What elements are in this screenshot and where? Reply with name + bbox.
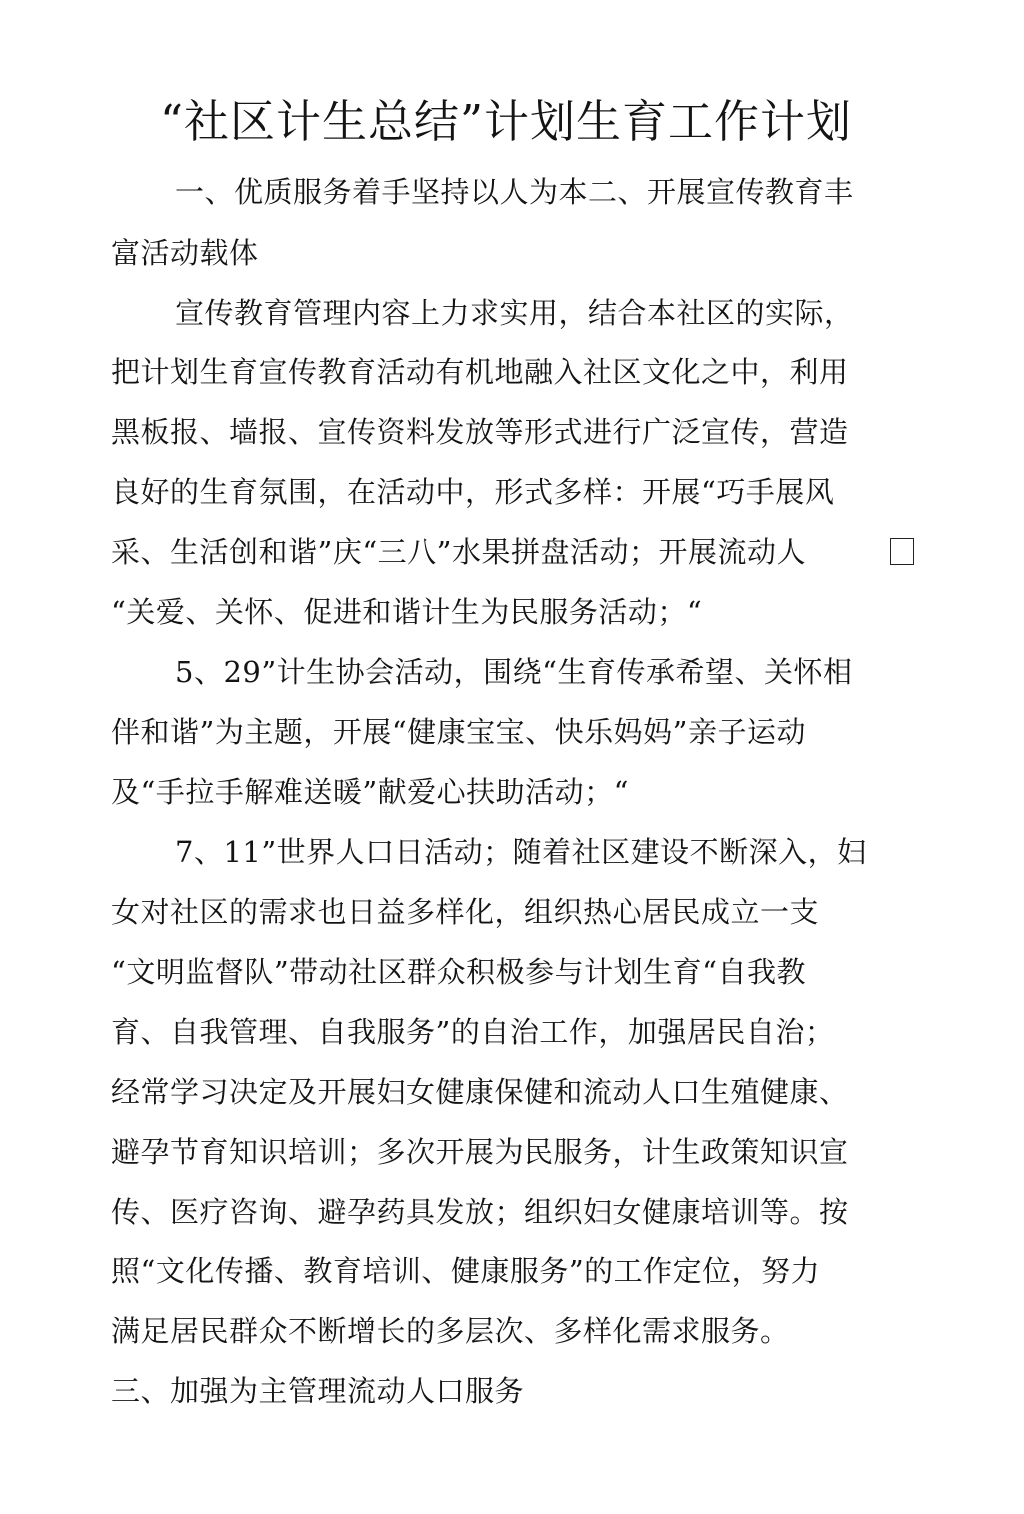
text-line: 育、自我管理、自我服务”的自治工作，加强居民自治； xyxy=(111,1015,835,1049)
text-line: 避孕节育知识培训；多次开展为民服务，计生政策知识宣 xyxy=(111,1135,849,1169)
text-line: 传、医疗咨询、避孕药具发放；组织妇女健康培训等。按 xyxy=(111,1195,849,1229)
text-line: 经常学习决定及开展妇女健康保健和流动人口生殖健康、 xyxy=(111,1075,849,1109)
text-line: 及“手拉手解难送暖”献爱心扶助活动；“ xyxy=(111,775,629,809)
section-heading: 三、加强为主管理流动人口服务 xyxy=(111,1374,525,1408)
text-line: 5、29”计生协会活动，围绕“生育传承希望、关怀相 xyxy=(175,655,853,689)
text-line: 把计划生育宣传教育活动有机地融入社区文化之中，利用 xyxy=(111,355,849,389)
text-line: 宣传教育管理内容上力求实用，结合本社区的实际， xyxy=(175,296,854,330)
text-line: 伴和谐”为主题，开展“健康宝宝、快乐妈妈”亲子运动 xyxy=(111,715,806,749)
empty-box-icon xyxy=(890,538,914,565)
text-line: 富活动载体 xyxy=(111,236,259,270)
document-title: “社区计生总结”计划生育工作计划 xyxy=(160,95,853,148)
text-line: 采、生活创和谐”庆“三八”水果拼盘活动；开展流动人 xyxy=(111,535,806,569)
text-line: 满足居民群众不断增长的多层次、多样化需求服务。 xyxy=(111,1314,790,1348)
text-line: “文明监督队”带动社区群众积极参与计划生育“自我教 xyxy=(111,955,806,989)
text-line: 黑板报、墙报、宣传资料发放等形式进行广泛宣传，营造 xyxy=(111,415,849,449)
text-line: 良好的生育氛围，在活动中，形式多样：开展“巧手展风 xyxy=(111,475,835,509)
text-line: 7、11”世界人口日活动；随着社区建设不断深入，妇 xyxy=(175,835,867,869)
text-line: 女对社区的需求也日益多样化，组织热心居民成立一支 xyxy=(111,895,820,929)
text-line: 照“文化传播、教育培训、健康服务”的工作定位，努力 xyxy=(111,1254,821,1288)
text-line: “关爱、关怀、促进和谐计生为民服务活动；“ xyxy=(111,595,703,629)
text-line: 一、优质服务着手坚持以人为本二、开展宣传教育丰 xyxy=(175,175,854,209)
